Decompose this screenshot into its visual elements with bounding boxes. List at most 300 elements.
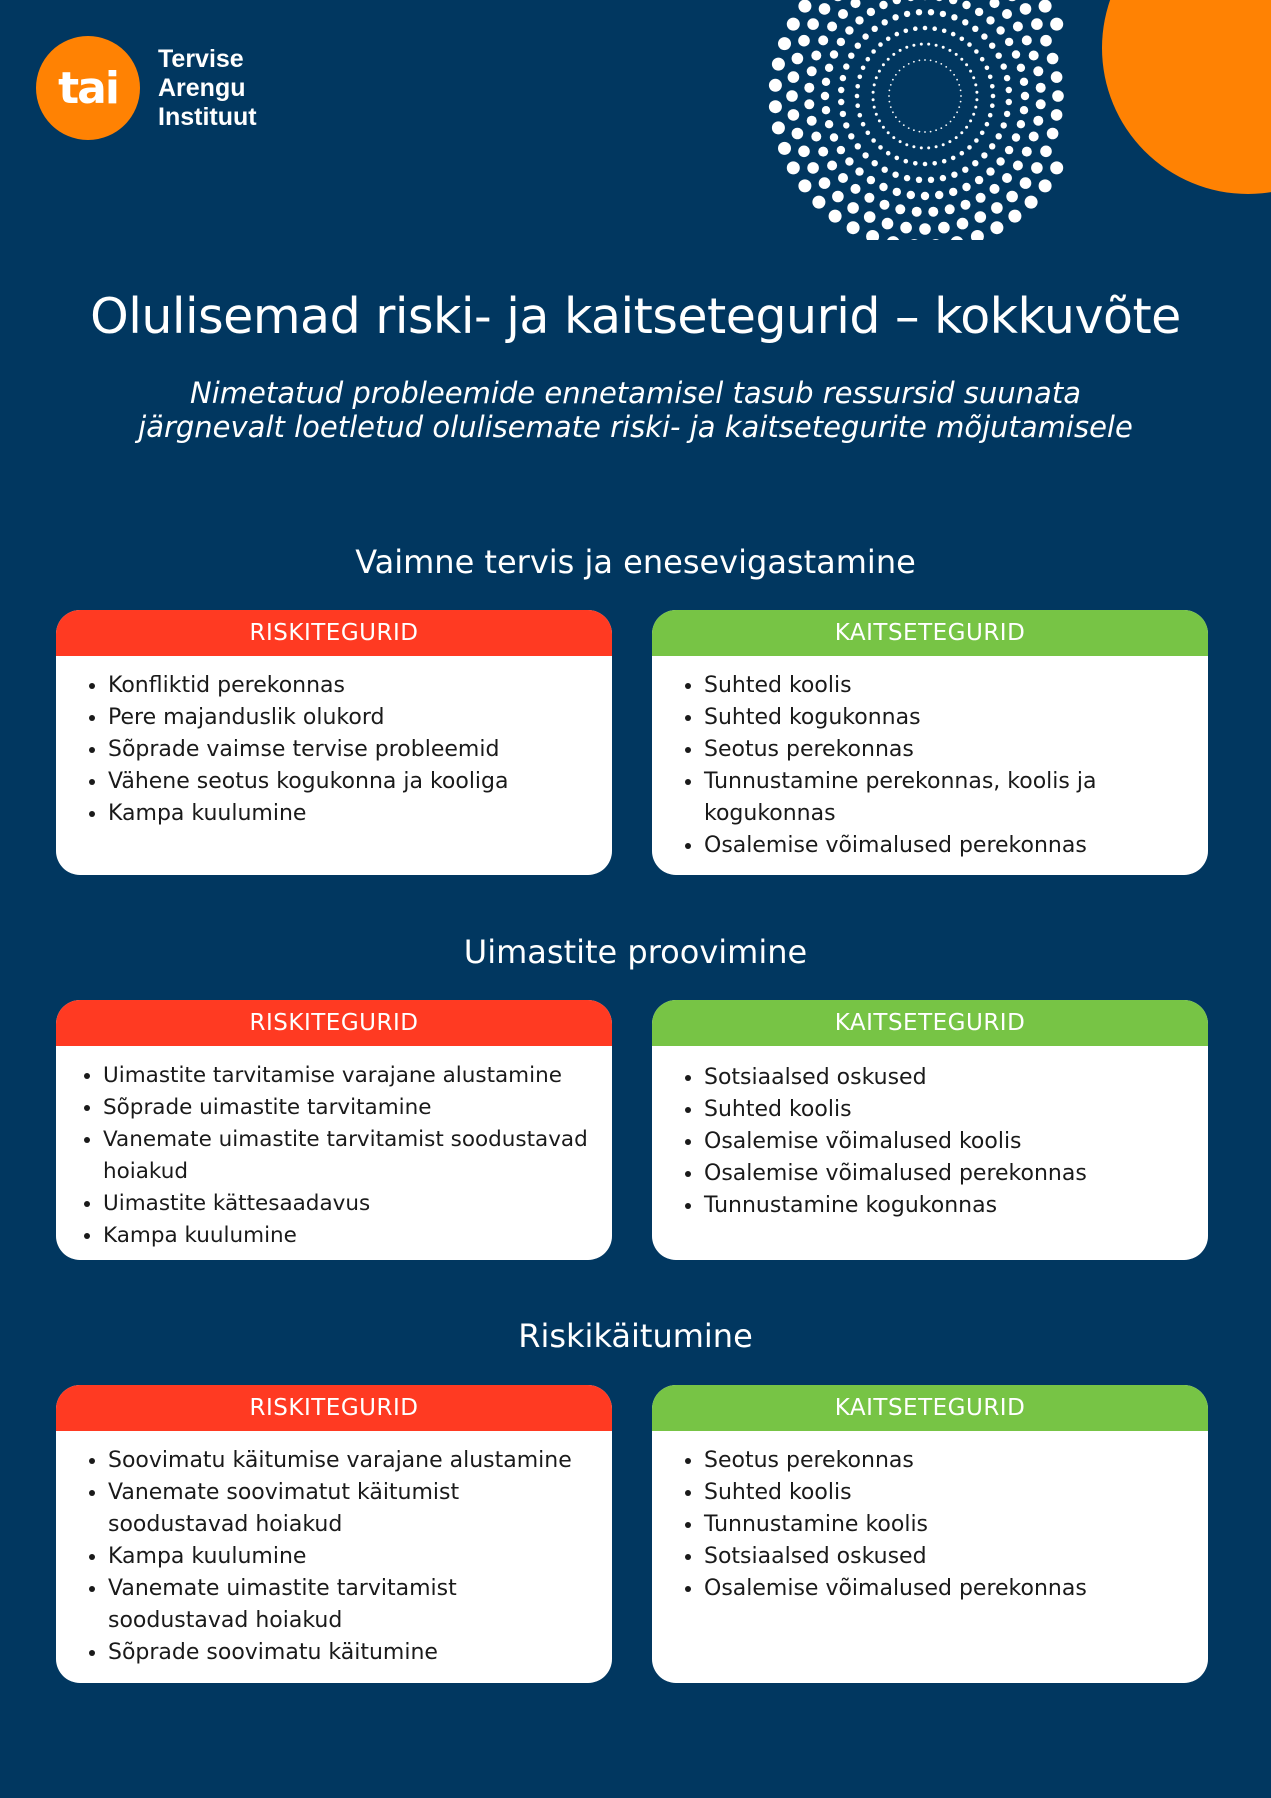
decorative-dot bbox=[1047, 128, 1059, 140]
decorative-dot bbox=[989, 43, 995, 49]
decorative-dot bbox=[830, 50, 838, 58]
decorative-dot bbox=[988, 75, 993, 80]
risk-factors-card bbox=[56, 1385, 612, 1683]
decorative-dot bbox=[772, 121, 785, 134]
decorative-dot bbox=[945, 66, 947, 68]
decorative-dot bbox=[985, 122, 990, 127]
decorative-dot bbox=[932, 26, 937, 31]
decorative-dot bbox=[858, 75, 863, 80]
risk-factors-header: RISKITEGURID bbox=[56, 610, 612, 656]
decorative-dot bbox=[899, 49, 902, 52]
decorative-dot bbox=[858, 113, 863, 118]
protective-factors-card bbox=[652, 610, 1208, 875]
decorative-dot bbox=[855, 43, 861, 49]
decorative-dot bbox=[792, 53, 804, 65]
decorative-dot bbox=[819, 3, 831, 15]
decorative-dot bbox=[1029, 51, 1039, 61]
decorative-dot bbox=[778, 37, 791, 50]
decorative-dot bbox=[988, 113, 993, 118]
decorative-dot bbox=[958, 84, 960, 86]
list-item: • Kampa kuulumine bbox=[103, 1220, 604, 1252]
decorative-dot bbox=[935, 145, 938, 148]
protective-factors-header: KAITSETEGURID bbox=[652, 1385, 1208, 1431]
decorative-dot bbox=[930, 131, 932, 133]
decorative-dot bbox=[838, 99, 844, 105]
decorative-dot bbox=[956, 79, 958, 81]
decorative-dot bbox=[908, 63, 910, 65]
decorative-dot bbox=[935, 191, 943, 199]
decorative-dot bbox=[996, 133, 1002, 139]
decorative-dot bbox=[916, 9, 922, 15]
list-item: • Kampa kuulumine bbox=[108, 1541, 604, 1573]
decorative-dot bbox=[838, 173, 848, 183]
decorative-dot bbox=[923, 26, 928, 31]
decorative-dot bbox=[975, 176, 983, 184]
decorative-dot bbox=[935, 0, 943, 1]
decorative-dot bbox=[827, 22, 837, 32]
decorative-dot bbox=[888, 95, 890, 97]
decorative-dot bbox=[913, 26, 918, 31]
decorative-dot bbox=[825, 120, 833, 128]
decorative-dot bbox=[927, 146, 930, 149]
page-title: Olulisemad riski- ja kaitsetegurid – kokkuvõte bbox=[90, 288, 1181, 345]
decorative-dot bbox=[919, 223, 931, 235]
decorative-dot bbox=[788, 109, 800, 121]
decorative-dot bbox=[847, 202, 859, 214]
decorative-dot bbox=[1006, 0, 1018, 1]
decorative-dot bbox=[940, 11, 946, 17]
decorative-dot bbox=[927, 43, 930, 46]
decorative-dot bbox=[895, 74, 897, 76]
decorative-dot bbox=[949, 188, 957, 196]
decorative-dot bbox=[920, 43, 923, 46]
decorative-dot bbox=[951, 172, 957, 178]
decorative-dot bbox=[821, 92, 829, 100]
decorative-dot bbox=[972, 160, 978, 166]
risk-factors-list bbox=[56, 1445, 612, 1669]
risk-factors-header: RISKITEGURID bbox=[56, 1385, 612, 1431]
decorative-dot bbox=[1052, 90, 1064, 102]
decorative-dot bbox=[960, 37, 965, 42]
decorative-dot bbox=[798, 0, 811, 13]
decorative-dot bbox=[847, 221, 860, 234]
protective-factors-header: KAITSETEGURID bbox=[652, 1000, 1208, 1046]
decorative-dot bbox=[935, 129, 937, 131]
decorative-dot bbox=[929, 239, 942, 240]
decorative-dot bbox=[957, 218, 969, 230]
decorative-dot bbox=[807, 162, 819, 174]
decorative-dot bbox=[996, 157, 1004, 165]
decorative-dot bbox=[840, 75, 846, 81]
decorative-dot bbox=[903, 66, 905, 68]
decorative-dot bbox=[965, 63, 968, 66]
decorative-dot bbox=[969, 119, 972, 122]
decorative-dot bbox=[879, 1, 887, 9]
decorative-dot bbox=[974, 49, 979, 54]
decorative-dot bbox=[798, 146, 810, 158]
decorative-dot bbox=[940, 127, 942, 129]
decorative-dot bbox=[1040, 146, 1052, 158]
decorative-dot bbox=[1036, 99, 1046, 109]
decorative-dot bbox=[787, 18, 800, 31]
decorative-dot bbox=[1051, 71, 1063, 83]
list-item: • Suhted koolis bbox=[704, 1477, 1200, 1509]
decorative-dot bbox=[866, 57, 871, 62]
decorative-dot bbox=[812, 196, 825, 209]
decorative-dot bbox=[866, 230, 879, 240]
decorative-dot bbox=[913, 61, 915, 63]
risk-factors-header: RISKITEGURID bbox=[56, 1000, 612, 1046]
decorative-dot bbox=[818, 35, 828, 45]
decorative-dot bbox=[1005, 38, 1013, 46]
decorative-dot bbox=[887, 236, 900, 240]
decorative-dot bbox=[953, 116, 955, 118]
decorative-dot bbox=[1047, 53, 1059, 65]
decorative-dot bbox=[907, 191, 915, 199]
decorative-dot bbox=[990, 84, 995, 89]
decorative-dot bbox=[838, 9, 848, 19]
decorative-dot bbox=[960, 101, 962, 103]
decorative-dot bbox=[882, 167, 888, 173]
decorative-dot bbox=[974, 83, 977, 86]
decorative-dot bbox=[899, 70, 901, 72]
decorative-dot bbox=[845, 26, 853, 34]
decorative-dot bbox=[972, 76, 975, 79]
decorative-dot bbox=[855, 84, 860, 89]
decorative-dot bbox=[788, 71, 800, 83]
decorative-dot bbox=[832, 191, 844, 203]
decorative-dot bbox=[928, 177, 934, 183]
logo-mark-text: tai bbox=[58, 62, 118, 114]
decorative-dot bbox=[996, 53, 1002, 59]
decorative-dot bbox=[786, 90, 798, 102]
list-item: • Sõprade soovimatu käitumine bbox=[108, 1637, 604, 1669]
decorative-dot bbox=[1029, 132, 1039, 142]
decorative-dot bbox=[811, 51, 821, 61]
decorative-dot bbox=[838, 87, 844, 93]
decorative-dot bbox=[1012, 133, 1020, 141]
decorative-dot bbox=[807, 116, 817, 126]
decorative-dot bbox=[962, 19, 968, 25]
list-item: • Pere majanduslik olukord bbox=[108, 702, 604, 734]
decorative-dot bbox=[1021, 92, 1029, 100]
decorative-dot bbox=[772, 58, 785, 71]
list-item: • Vähene seotus kogukonna ja kooliga bbox=[108, 766, 604, 798]
decorative-dot bbox=[945, 204, 955, 214]
decorative-dot bbox=[935, 44, 938, 47]
decorative-dot bbox=[949, 0, 957, 4]
decorative-dot bbox=[912, 207, 922, 217]
section-title-substance-use: Uimastite proovimine bbox=[463, 933, 808, 971]
list-item: • Suhted kogukonnas bbox=[704, 702, 1200, 734]
decorative-dot bbox=[892, 136, 895, 139]
list-item: • Tunnustamine kogukonnas bbox=[704, 1190, 1200, 1222]
decorative-dot bbox=[848, 53, 854, 59]
decorative-dot bbox=[872, 26, 878, 32]
decorative-dot bbox=[955, 136, 958, 139]
decorative-dot bbox=[913, 161, 918, 166]
decorative-dot bbox=[904, 175, 910, 181]
decorative-dot bbox=[1006, 99, 1012, 105]
decorative-dot bbox=[851, 0, 861, 8]
decorative-dot bbox=[1036, 83, 1046, 93]
decorative-dot bbox=[945, 124, 947, 126]
decorative-dot bbox=[892, 14, 898, 20]
decorative-dot bbox=[950, 121, 952, 123]
decorative-dot bbox=[855, 94, 860, 99]
decorative-dot bbox=[960, 90, 962, 92]
decorative-dot bbox=[1031, 18, 1043, 30]
list-item: • Osalemise võimalused perekonnas bbox=[704, 1158, 1200, 1190]
decorative-dot bbox=[1006, 191, 1018, 203]
decorative-dot bbox=[975, 8, 983, 16]
risk-factors-card bbox=[56, 1000, 612, 1260]
decorative-dot bbox=[822, 106, 830, 114]
decorative-dot bbox=[905, 143, 908, 146]
decorative-dot bbox=[951, 14, 957, 20]
decorative-dot bbox=[919, 131, 921, 133]
decorative-dot bbox=[1002, 173, 1012, 183]
decorative-dot bbox=[1020, 3, 1032, 15]
decorative-dot bbox=[903, 124, 905, 126]
protective-factors-list bbox=[652, 1062, 1208, 1222]
decorative-dot bbox=[971, 230, 984, 240]
decorative-dot bbox=[861, 122, 866, 127]
decorative-dot bbox=[878, 70, 881, 73]
decorative-dot bbox=[900, 222, 912, 234]
decorative-dot bbox=[974, 138, 979, 143]
list-item: • Vanemate uimastite tarvitamist soodustavad hoiakud bbox=[108, 1573, 604, 1637]
decorative-dot bbox=[864, 193, 874, 203]
decorative-dot bbox=[942, 29, 947, 34]
decorative-dot bbox=[1033, 66, 1043, 76]
decorative-dot bbox=[955, 53, 958, 56]
subtitle-line-2: järgnevalt loetletud olulisemate riski- ja kaitsetegurite mõjutamisele bbox=[138, 410, 1133, 444]
list-item: • Uimastite kättesaadavus bbox=[103, 1188, 604, 1220]
decorative-dot bbox=[953, 74, 955, 76]
decorative-dot bbox=[899, 121, 901, 123]
decorative-dot bbox=[1017, 120, 1025, 128]
decorative-dot bbox=[867, 8, 875, 16]
decorative-dot bbox=[882, 19, 888, 25]
decorative-dot bbox=[825, 64, 833, 72]
decorative-dot bbox=[907, 0, 915, 1]
decorative-dot bbox=[878, 119, 881, 122]
decorative-dot bbox=[981, 152, 987, 158]
decorative-dot bbox=[956, 111, 958, 113]
protective-factors-list bbox=[652, 670, 1208, 862]
decorative-dot bbox=[951, 32, 956, 37]
decorative-dot bbox=[908, 239, 921, 240]
decorative-dot bbox=[862, 33, 868, 39]
decorative-dot bbox=[867, 176, 875, 184]
decorative-dot bbox=[889, 101, 891, 103]
decorative-dot bbox=[837, 146, 845, 154]
decorative-dot bbox=[892, 111, 894, 113]
decorative-dot bbox=[895, 116, 897, 118]
decorative-dot bbox=[829, 210, 842, 223]
risk-factors-list bbox=[56, 670, 612, 830]
decorative-dot bbox=[1039, 179, 1052, 192]
decorative-dot bbox=[843, 122, 849, 128]
decorative-dot bbox=[887, 131, 890, 134]
decorative-dot bbox=[965, 126, 968, 129]
decorative-dot bbox=[855, 143, 861, 149]
decorative-dot bbox=[886, 37, 891, 42]
protective-factors-card bbox=[652, 1000, 1208, 1260]
decorative-dot bbox=[892, 79, 894, 81]
decorative-dot bbox=[958, 106, 960, 108]
decorative-dot bbox=[940, 63, 942, 65]
decorative-dot bbox=[951, 156, 956, 161]
decorative-dot bbox=[986, 167, 994, 175]
list-item: • Osalemise võimalused perekonnas bbox=[704, 830, 1200, 862]
decorative-dot bbox=[895, 204, 905, 214]
decorative-dot bbox=[880, 200, 890, 210]
decorative-dot bbox=[985, 66, 990, 71]
decorative-dot bbox=[991, 202, 1003, 214]
page-subtitle bbox=[40, 376, 1231, 444]
decorative-dot bbox=[991, 94, 996, 99]
decorative-dot bbox=[912, 145, 915, 148]
decorative-dot bbox=[1025, 196, 1038, 209]
decorative-dot bbox=[904, 11, 910, 17]
decorative-dot bbox=[962, 183, 970, 191]
decorative-dot bbox=[938, 222, 950, 234]
decorative-dot bbox=[878, 42, 883, 47]
list-item: • Tunnustamine perekonnas, koolis ja kogukonnas bbox=[704, 766, 1200, 830]
decorative-dot bbox=[890, 84, 892, 86]
decorative-dot bbox=[1033, 116, 1043, 126]
decorative-dot bbox=[855, 103, 860, 108]
decorative-dot bbox=[1017, 64, 1025, 72]
decorative-dot bbox=[855, 16, 863, 24]
decorative-dot bbox=[905, 46, 908, 49]
decorative-dot bbox=[769, 79, 782, 92]
decorative-dot bbox=[1001, 63, 1007, 69]
decorative-dot bbox=[871, 138, 876, 143]
decorative-dot bbox=[924, 131, 926, 133]
dotted-rings-decoration bbox=[769, 0, 1064, 240]
decorative-dot bbox=[798, 179, 811, 192]
decorative-dot bbox=[935, 61, 937, 63]
decorative-dot bbox=[845, 157, 853, 165]
decorative-dot bbox=[804, 83, 814, 93]
decorative-dot bbox=[1020, 106, 1028, 114]
list-item: • Konfliktid perekonnas bbox=[108, 670, 604, 702]
list-item: • Soovimatu käitumise varajane alustamine bbox=[108, 1445, 604, 1477]
decorative-dot bbox=[811, 132, 821, 142]
decorative-dot bbox=[822, 78, 830, 86]
decorative-dot bbox=[827, 161, 837, 171]
decorative-dot bbox=[1022, 147, 1032, 157]
decorative-dot bbox=[948, 140, 951, 143]
decorative-dot bbox=[840, 111, 846, 117]
decorative-dot bbox=[882, 126, 885, 129]
decorative-dot bbox=[920, 146, 923, 149]
decorative-dot bbox=[872, 98, 875, 101]
decorative-dot bbox=[804, 99, 814, 109]
decorative-dot bbox=[904, 29, 909, 34]
decorative-dot bbox=[895, 32, 900, 37]
decorative-dot bbox=[912, 44, 915, 47]
list-item: • Sõprade uimastite tarvitamine bbox=[103, 1092, 604, 1124]
decorative-dot bbox=[892, 172, 898, 178]
decorative-dot bbox=[969, 70, 972, 73]
decorative-dot bbox=[1012, 50, 1020, 58]
logo bbox=[36, 36, 257, 140]
list-item: • Tunnustamine koolis bbox=[704, 1509, 1200, 1541]
decorative-dot bbox=[923, 162, 928, 167]
decorative-dot bbox=[855, 167, 863, 175]
decorative-dot bbox=[921, 192, 929, 200]
decorative-dot bbox=[899, 140, 902, 143]
decorative-dot bbox=[871, 49, 876, 54]
decorative-dot bbox=[924, 59, 926, 61]
decorative-dot bbox=[960, 151, 965, 156]
decorative-dot bbox=[1022, 35, 1032, 45]
decorative-dot bbox=[886, 151, 891, 156]
decorative-dot bbox=[962, 1, 970, 9]
section-title-risk-behaviour: Riskikäitumine bbox=[518, 1317, 753, 1355]
decorative-dot bbox=[1013, 22, 1023, 32]
decorative-dot bbox=[1051, 109, 1063, 121]
list-item: • Osalemise võimalused koolis bbox=[704, 1126, 1200, 1158]
list-item: • Osalemise võimalused perekonnas bbox=[704, 1573, 1200, 1605]
decorative-dot bbox=[1040, 35, 1052, 47]
decorative-dot bbox=[928, 207, 938, 217]
decorative-dot bbox=[890, 106, 892, 108]
decorative-dot bbox=[1050, 161, 1063, 174]
decorative-dot bbox=[960, 58, 963, 61]
list-item: • Uimastite tarvitamise varajane alustamine bbox=[103, 1060, 604, 1092]
tai-logo-mark bbox=[36, 36, 140, 140]
protective-factors-header: KAITSETEGURID bbox=[652, 610, 1208, 656]
decorative-dot bbox=[975, 91, 978, 94]
decorative-dot bbox=[864, 211, 876, 223]
list-item: • Suhted koolis bbox=[704, 1094, 1200, 1126]
decorative-dot bbox=[889, 90, 891, 92]
decorative-dot bbox=[798, 35, 810, 47]
decorative-dot bbox=[843, 63, 849, 69]
decorative-dot bbox=[837, 38, 845, 46]
decorative-dot bbox=[990, 103, 995, 108]
decorative-dot bbox=[932, 161, 937, 166]
decorative-dot bbox=[986, 16, 994, 24]
decorative-dot bbox=[950, 236, 963, 240]
decorative-dot bbox=[778, 142, 791, 155]
decorative-dot bbox=[961, 200, 971, 210]
decorative-dot bbox=[866, 131, 871, 136]
logo-wordmark bbox=[158, 45, 257, 132]
decorative-dot bbox=[1008, 210, 1021, 223]
decorative-dot bbox=[908, 127, 910, 129]
decorative-dot bbox=[1005, 146, 1013, 154]
decorative-dot bbox=[981, 33, 987, 39]
decorative-dot bbox=[990, 0, 1000, 8]
decorative-dot bbox=[832, 0, 844, 1]
list-item: • Sotsiaalsed oskused bbox=[704, 1062, 1200, 1094]
decorative-dot bbox=[1006, 87, 1012, 93]
decorative-dot bbox=[818, 147, 828, 157]
decorative-dot bbox=[1004, 75, 1010, 81]
decorative-dot bbox=[980, 57, 985, 62]
decorative-dot bbox=[950, 70, 952, 72]
protective-factors-card bbox=[652, 1385, 1208, 1683]
decorative-dot bbox=[892, 53, 895, 56]
decorative-dot bbox=[872, 91, 875, 94]
decorative-dot bbox=[875, 76, 878, 79]
